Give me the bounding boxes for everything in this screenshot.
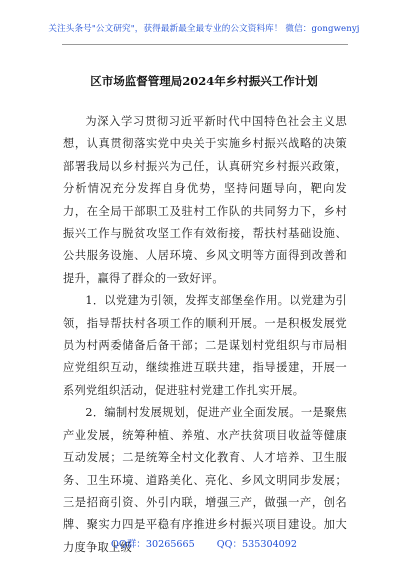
promo-header: 关注头条号"公文研究"，获得最新最全最专业的公文资料库！ 微信：gongwenyj: [48, 24, 360, 34]
header-divider: [62, 44, 348, 45]
body-paragraph-party-building: 1．以党建为引领，发挥支部堡垒作用。以党建为引领，指导帮扶村各项工作的顺利开展。一是积极发展党员为村两委储备后备干部；二是谋划村党组织与市局相应党组织互动，继续推进互联共建，指导援建，开展一系列党组织活动，促进驻村党建工作扎实开展。: [63, 294, 347, 397]
body-paragraph-development-plan: 2．编制村发展规划，促进产业全面发展。一是聚焦产业发展，统筹种植、养殖、水产扶贫项目收益等健康互动发展；二是统筹全村文化教育、人才培养、卫生服务、卫生环境、道路美化、亮化、乡风文明同步发展；三是招商引资、外引内联，增强三产，做强一产，创名牌、聚实力四是平稳有序推进乡村振兴项目建设。加大力度争取上级: [63, 406, 347, 554]
body-paragraph-intro: 为深入学习贯彻习近平新时代中国特色社会主义思想，认真贯彻落实党中央关于实施乡村振兴战略的决策部署我局以乡村振兴为己任，认真研究乡村振兴政策，分析情况充分发挥自身优势，坚持问题导向，靶向发力，在全局干部职工及驻村工作队的共同努力下，乡村振兴工作与脱贫攻坚工作有效衔接，帮扶村基础设施、公共服务设施、人居环境、乡风文明等方面得到改善和提升，赢得了群众的一致好评。: [63, 115, 347, 285]
footer-contact: [0, 536, 408, 550]
document-title: 区市场监督管理局2024年乡村振兴工作计划: [90, 74, 318, 88]
qq-number: QQ：535304092: [216, 539, 297, 550]
document-body: [63, 111, 347, 559]
qq-group-number: QQ群：30265665: [110, 539, 195, 550]
